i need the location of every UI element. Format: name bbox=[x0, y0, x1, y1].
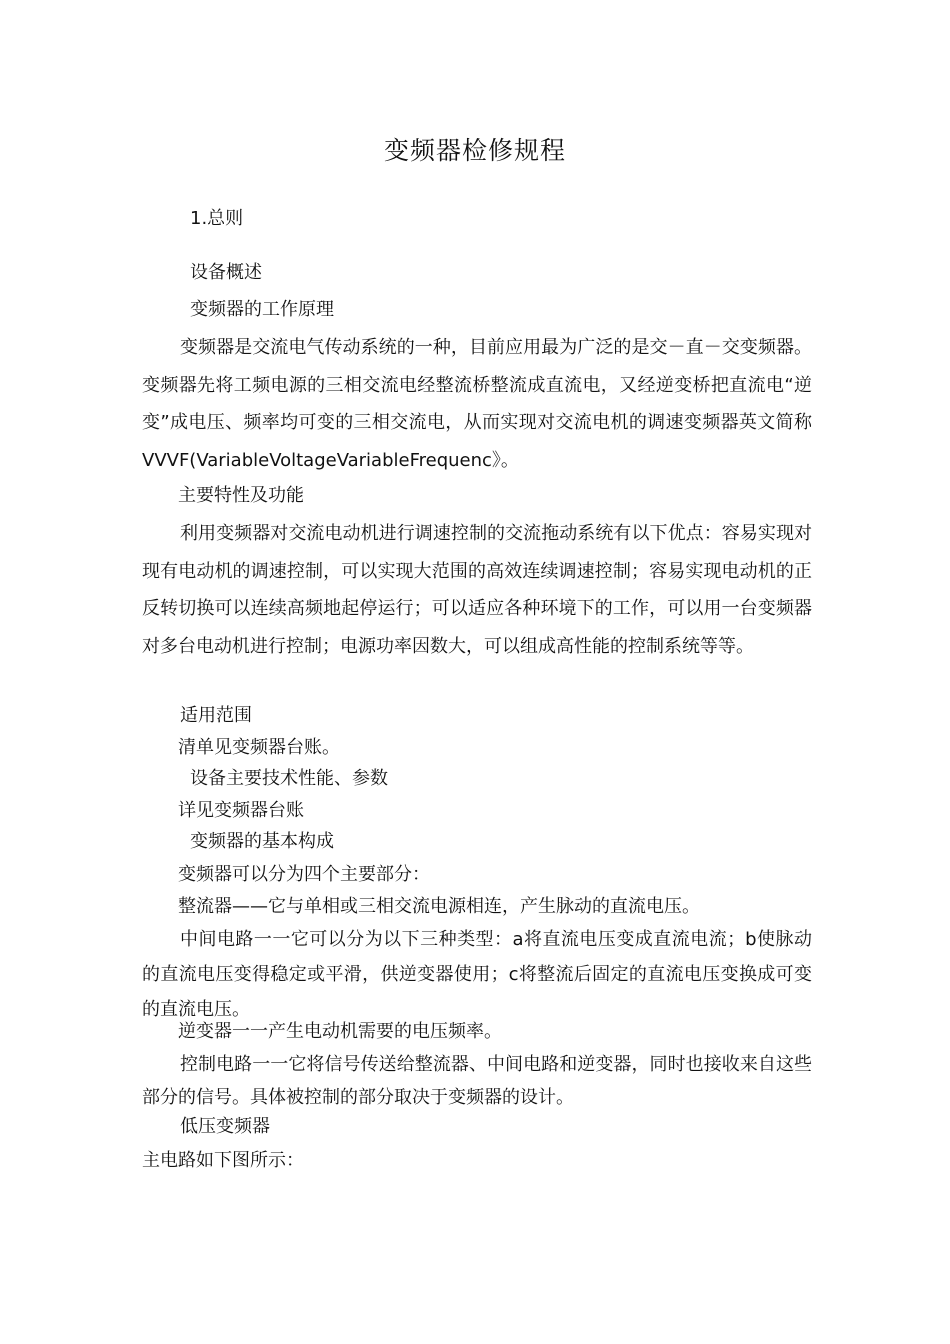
heading-principle: 变频器的工作原理 bbox=[190, 299, 334, 320]
paragraph-principle: 变频器是交流电气传动系统的一种，目前应用最为广泛的是交－直－交变频器。变频器先将工频电源的三相交流电经整流桥整流成直流电，又经逆变桥把直流电“逆变”成电压、频率均可变的三相交流电，从而实现对交流电机的调速变频器英文简称VVVF(VariableVoltageVariableFrequenc》。 bbox=[142, 337, 812, 471]
text-rectifier: 整流器——它与单相或三相交流电源相连，产生脉动的直流电压。 bbox=[178, 896, 700, 917]
section-general: 1.总则 bbox=[190, 208, 244, 229]
paragraph-features: 利用变频器对交流电动机进行调速控制的交流拖动系统有以下优点：容易实现对现有电动机的调速控制，可以实现大范围的高效连续调速控制；容易实现电动机的正反转切换可以连续高频地起停运行；可以适应各种环境下的工作，可以用一台变频器对多台电动机进行控制；电源功率因数大，可以组成高性能的控制系统等等。 bbox=[142, 523, 812, 657]
heading-scope: 适用范围 bbox=[180, 705, 252, 726]
heading-low-voltage: 低压变频器 bbox=[180, 1116, 270, 1137]
heading-structure: 变频器的基本构成 bbox=[190, 831, 334, 852]
paragraph-control: 控制电路一一它将信号传送给整流器、中间电路和逆变器，同时也接收来自这些部分的信号。具体被控制的部分取决于变频器的设计。 bbox=[142, 1054, 812, 1108]
text-structure-intro: 变频器可以分为四个主要部分： bbox=[178, 864, 430, 885]
text-scope: 清单见变频器台账。 bbox=[178, 737, 340, 758]
page-title: 变频器检修规程 bbox=[383, 136, 566, 165]
heading-features: 主要特性及功能 bbox=[178, 485, 304, 506]
text-inverter: 逆变器一一产生电动机需要的电压频率。 bbox=[178, 1021, 502, 1042]
text-main-circuit: 主电路如下图所示： bbox=[142, 1150, 304, 1171]
heading-params: 设备主要技术性能、参数 bbox=[190, 768, 388, 789]
heading-overview: 设备概述 bbox=[190, 262, 262, 283]
text-params: 详见变频器台账 bbox=[178, 800, 304, 821]
paragraph-intermediate: 中间电路一一它可以分为以下三种类型：a将直流电压变成直流电流；b使脉动的直流电压变得稳定或平滑，供逆变器使用；c将整流后固定的直流电压变换成可变的直流电压。 bbox=[142, 929, 812, 1020]
